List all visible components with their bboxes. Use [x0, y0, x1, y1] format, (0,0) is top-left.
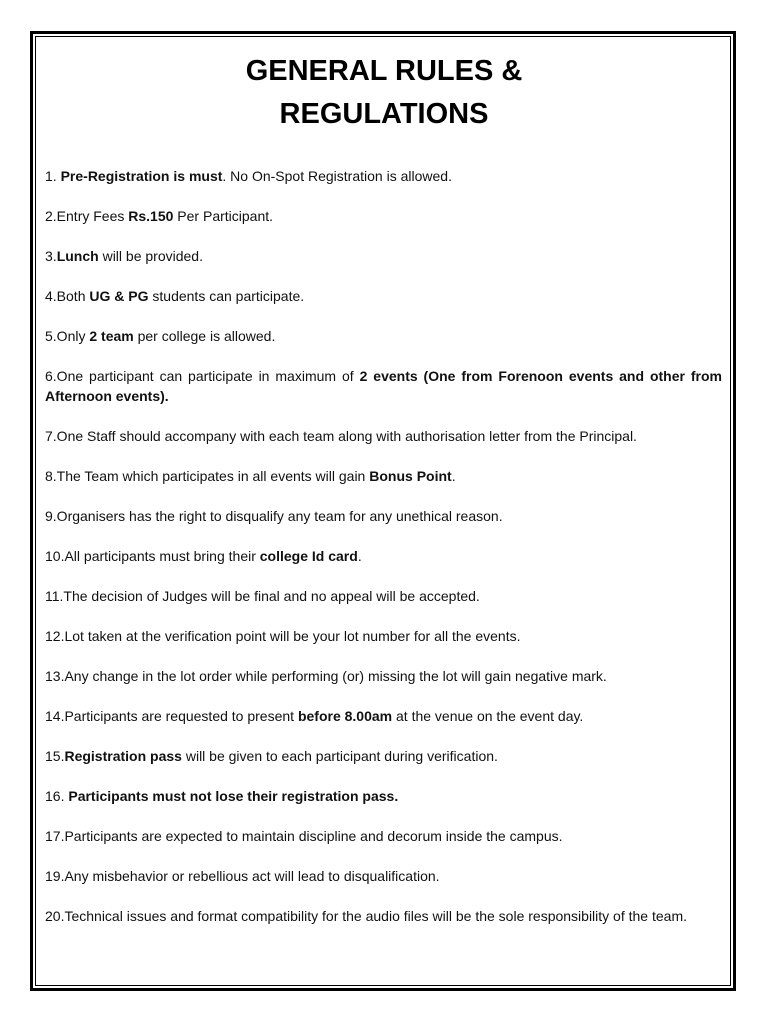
- rule-item: [45, 546, 722, 566]
- rule-bold-text: Pre-Registration is must: [60, 168, 223, 184]
- rule-text: 9.Organisers has the right to disqualify any team for any unethical reason.: [45, 508, 503, 524]
- rule-item: [45, 466, 722, 486]
- rule-item: [45, 626, 722, 646]
- page-title: [36, 50, 732, 136]
- rule-text: per college is allowed.: [133, 328, 276, 344]
- rule-item: [45, 286, 722, 306]
- rule-item: [45, 166, 722, 186]
- rule-text: 16.: [45, 788, 69, 804]
- rule-bold-text: Lunch: [56, 248, 99, 264]
- rule-item: [45, 246, 722, 266]
- rule-text: will be given to each participant during verification.: [181, 748, 498, 764]
- rule-bold-text: Participants must not lose their registration pass.: [68, 788, 399, 804]
- rule-item: [45, 506, 722, 526]
- rule-bold-text: Bonus Point: [369, 468, 452, 484]
- rules-list: [45, 166, 722, 946]
- rule-bold-text: Rs.150: [128, 208, 174, 224]
- rule-item: [45, 366, 722, 406]
- rule-bold-text: Registration pass: [64, 748, 182, 764]
- rule-text: 6.One participant can participate in maximum of: [45, 368, 360, 384]
- rule-bold-text: 2 events (One from Forenoon events and other from Afternoon events).: [45, 368, 722, 404]
- rule-item: [45, 866, 722, 886]
- rule-item: [45, 586, 722, 606]
- rule-text: . No On-Spot Registration is allowed.: [222, 168, 452, 184]
- rule-text: 8.The Team which participates in all events will gain: [45, 468, 370, 484]
- rule-text: 2.Entry Fees: [45, 208, 129, 224]
- rule-text: 10.All participants must bring their: [45, 548, 260, 564]
- rule-bold-text: before 8.00am: [297, 708, 393, 724]
- rule-text: will be provided.: [98, 248, 203, 264]
- rule-item: [45, 786, 722, 806]
- rule-text: 13.Any change in the lot order while performing (or) missing the lot will gain negative mark.: [45, 668, 607, 684]
- rule-text: 11.The decision of Judges will be final and no appeal will be accepted.: [45, 588, 480, 604]
- rule-item: [45, 666, 722, 686]
- rule-item: [45, 706, 722, 726]
- rule-text: .: [451, 468, 456, 484]
- rule-text: 14.Participants are requested to present: [45, 708, 298, 724]
- rule-text: 3.: [45, 248, 57, 264]
- rule-item: [45, 206, 722, 226]
- rule-text: at the venue on the event day.: [392, 708, 584, 724]
- rule-bold-text: college Id card: [259, 548, 358, 564]
- rule-text: 20.Technical issues and format compatibility for the audio files will be the sole responsibility of the team.: [45, 908, 687, 924]
- rule-bold-text: UG & PG: [89, 288, 149, 304]
- title-line-1: GENERAL RULES &: [245, 55, 523, 87]
- rule-text: 4.Both: [45, 288, 90, 304]
- rule-bold-text: 2 team: [89, 328, 134, 344]
- rule-text: 15.: [45, 748, 65, 764]
- title-line-2: REGULATIONS: [279, 98, 489, 130]
- rule-text: 17.Participants are expected to maintain discipline and decorum inside the campus.: [45, 828, 563, 844]
- rule-text: 12.Lot taken at the verification point will be your lot number for all the events.: [45, 628, 521, 644]
- rule-text: Per Participant.: [173, 208, 274, 224]
- rule-text: 1.: [45, 168, 61, 184]
- rule-text: 19.Any misbehavior or rebellious act will lead to disqualification.: [45, 868, 440, 884]
- rule-text: 5.Only: [45, 328, 90, 344]
- rule-item: [45, 746, 722, 766]
- rule-item: [45, 326, 722, 346]
- rule-item: [45, 906, 722, 926]
- rule-item: [45, 826, 722, 846]
- rule-item: [45, 426, 722, 446]
- rule-text: 7.One Staff should accompany with each team along with authorisation letter from the Principal.: [45, 428, 637, 444]
- rule-text: students can participate.: [148, 288, 305, 304]
- rule-text: .: [357, 548, 362, 564]
